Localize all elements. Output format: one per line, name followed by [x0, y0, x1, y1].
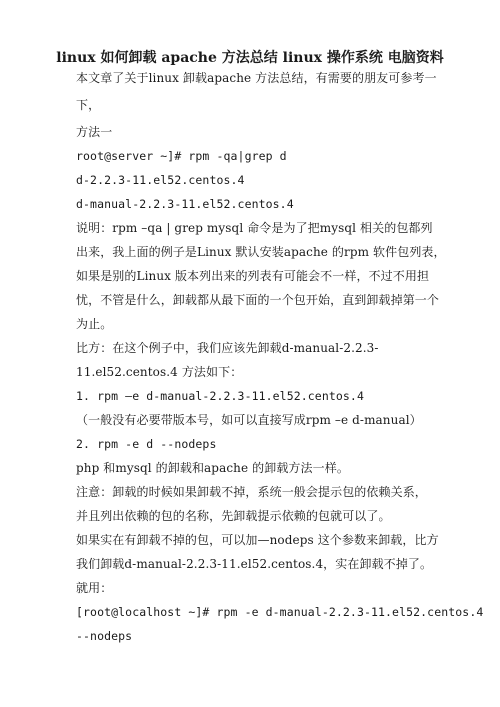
body-line: 忧，不管是什么，卸载都从最下面的一个包开始，直到卸载掉第一个	[76, 293, 440, 307]
body-line: 11.el52.centos.4 方法如下：	[76, 365, 243, 379]
body-line: php 和mysql 的卸载和apache 的卸载方法一样。	[76, 461, 349, 475]
code-line: root@server ~]# rpm -qa|grep d	[76, 149, 287, 163]
code-line: 2. rpm -e d --nodeps	[76, 437, 217, 451]
code-line: [root@localhost ~]# rpm -e d-manual-2.2.3-11.el52.centos.4	[76, 605, 484, 619]
body-line: 就用：	[76, 581, 113, 595]
code-line: 1. rpm –e d-manual-2.2.3-11.el52.centos.4	[76, 389, 364, 403]
code-line: d-manual-2.2.3-11.el52.centos.4	[76, 197, 294, 211]
body-line: 如果是别的Linux 版本列出来的列表有可能会不一样，不过不用担	[76, 269, 430, 283]
body-line: 出来，我上面的例子是Linux 默认安装apache 的rpm 软件包列表，	[76, 245, 446, 259]
body-line: 说明：rpm –qa | grep mysql 命令是为了把mysql 相关的包都列	[76, 221, 433, 235]
code-line: --nodeps	[76, 629, 133, 643]
document-title: linux 如何卸载 apache 方法总结 linux 操作系统 电脑资料	[56, 50, 444, 66]
body-line: 并且列出依赖的包的名称，先卸载提示依赖的包就可以了。	[76, 509, 391, 523]
body-line: 下，	[76, 98, 101, 112]
body-line: 注意：卸载的时候如果卸载不掉，系统一般会提示包的依赖关系，	[76, 485, 427, 499]
body-line: 方法一	[76, 125, 113, 139]
body-line: 为止。	[76, 317, 113, 331]
body-line: 如果实在有卸载不掉的包，可以加—nodeps 这个参数来卸载，比方	[76, 533, 439, 547]
body-line: 我们卸载d-manual-2.2.3-11.el52.centos.4，实在卸载不掉了。	[76, 557, 433, 571]
body-line: 比方：在这个例子中，我们应该先卸载d-manual-2.2.3-	[76, 341, 379, 355]
body-line: （一般没有必要带版本号，如可以直接写成rpm –e d-manual）	[76, 413, 422, 427]
code-line: d-2.2.3-11.el52.centos.4	[76, 173, 245, 187]
body-line: 本文章了关于linux 卸载apache 方法总结，有需要的朋友可参考一	[76, 71, 437, 85]
